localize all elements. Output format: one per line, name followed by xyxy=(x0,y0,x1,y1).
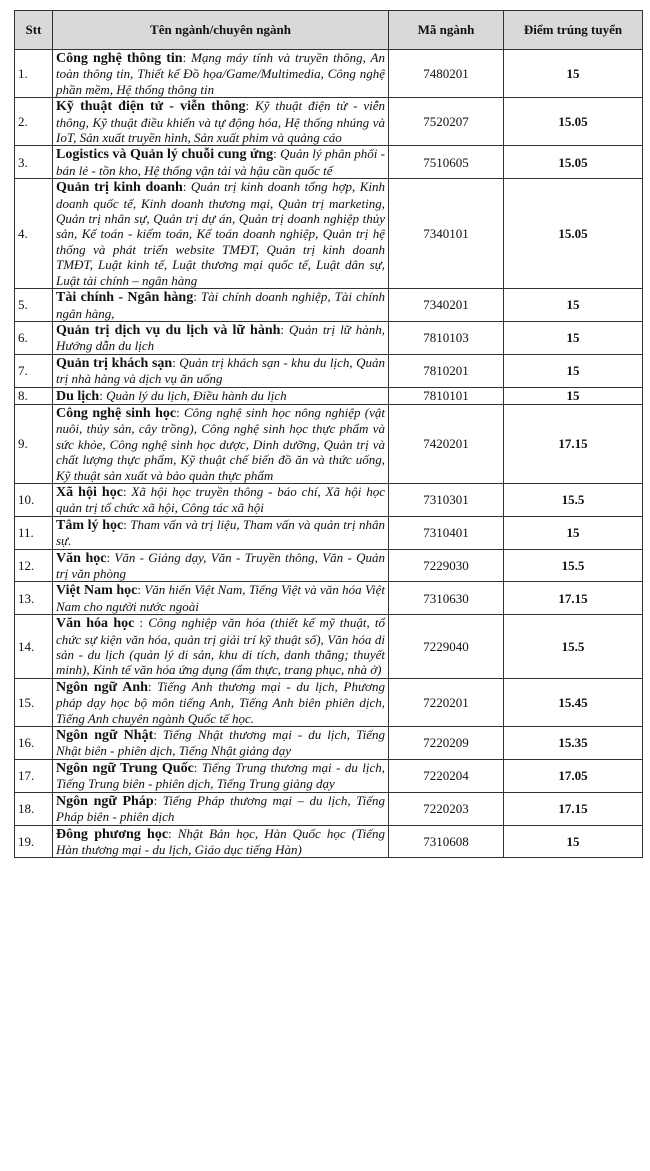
row-major-code: 7220201 xyxy=(389,678,504,726)
row-admission-score: 15 xyxy=(504,50,643,98)
row-separator: : xyxy=(134,615,149,631)
row-major-name: Du lịch xyxy=(56,388,100,404)
row-major-cell xyxy=(53,727,389,760)
row-major-code: 7310401 xyxy=(389,516,504,549)
row-specializations: Mạng máy tính và truyền thông, An toàn thông tin, Thiết kế Đồ họa/Game/Multimedia, Công nghệ phần mềm, Hệ thống thông tin xyxy=(56,50,385,97)
row-admission-score: 17.05 xyxy=(504,759,643,792)
row-major-code: 7229040 xyxy=(389,615,504,679)
row-major-name: Tài chính - Ngân hàng xyxy=(56,290,194,306)
row-separator: : xyxy=(182,179,191,195)
row-major-code: 7810201 xyxy=(389,354,504,387)
row-major-code: 7310630 xyxy=(389,582,504,615)
row-major-cell xyxy=(53,50,389,98)
row-stt: 12. xyxy=(15,549,53,582)
row-admission-score: 17.15 xyxy=(504,404,643,483)
row-major-code: 7340101 xyxy=(389,179,504,289)
row-specializations: Quản lý phân phối - bán lẻ - tồn kho, Hệ thống vận tải và hậu cần quốc tế xyxy=(56,146,385,178)
row-admission-score: 17.15 xyxy=(504,792,643,825)
row-major-cell xyxy=(53,404,389,483)
row-stt: 5. xyxy=(15,289,53,322)
row-major-name: Ngôn ngữ Pháp xyxy=(56,793,154,809)
row-stt: 1. xyxy=(15,50,53,98)
row-admission-score: 15 xyxy=(504,289,643,322)
row-specializations: Nhật Bản học, Hàn Quốc học (Tiếng Hàn thương mại - du lịch, Giáo dục tiếng Hàn) xyxy=(56,825,385,857)
row-major-cell xyxy=(53,615,389,679)
table-header-row xyxy=(15,11,643,50)
row-major-cell xyxy=(53,179,389,289)
row-major-name: Công nghệ thông tin xyxy=(56,51,183,66)
row-specializations: Tiếng Pháp thương mại – du lịch, Tiếng Pháp biên - phiên dịch xyxy=(56,792,385,825)
row-specializations: Quản trị kinh doanh tổng hợp, Kinh doanh quốc tế, Kinh doanh thương mại, Quản trị marketing, Quản trị nhân sự, Quản trị dự án, Quản trị doanh nghiệp thủy sản, Kế toán - kiểm toán, Kế toán doanh nghiệp, Quản trị hệ thống và phát triển website TMĐT, Quản trị kinh doanh TMĐT, Luật kinh tế, Luật thương mại quốc tế, Luật dân sự, Luật tài chính – ngân hàng xyxy=(56,179,385,288)
row-separator: : xyxy=(153,727,163,743)
table-row xyxy=(15,387,643,404)
row-major-name: Quản trị kinh doanh xyxy=(56,180,183,196)
row-stt: 4. xyxy=(15,179,53,289)
row-major-cell xyxy=(53,483,389,516)
row-admission-score: 15 xyxy=(504,387,643,404)
table-row xyxy=(15,179,643,289)
row-major-cell xyxy=(53,354,389,387)
row-stt: 6. xyxy=(15,321,53,354)
row-major-name: Công nghệ sinh học xyxy=(56,405,177,421)
row-admission-score: 15 xyxy=(504,516,643,549)
row-stt: 17. xyxy=(15,759,53,792)
row-major-cell xyxy=(53,516,389,549)
row-separator: : xyxy=(176,404,184,420)
row-major-code: 7420201 xyxy=(389,404,504,483)
table-row xyxy=(15,354,643,387)
row-admission-score: 15.5 xyxy=(504,549,643,582)
row-major-cell xyxy=(53,678,389,726)
row-specializations: Văn - Giảng dạy, Văn - Truyền thông, Văn - Quản trị văn phòng xyxy=(56,549,385,581)
row-major-name: Văn học xyxy=(56,550,107,566)
row-admission-score: 15.05 xyxy=(504,179,643,289)
row-separator: : xyxy=(99,387,107,403)
row-major-cell xyxy=(53,321,389,354)
table-row xyxy=(15,50,643,98)
row-separator: : xyxy=(182,50,192,65)
row-major-code: 7520207 xyxy=(389,98,504,146)
table-row xyxy=(15,483,643,516)
row-stt: 16. xyxy=(15,727,53,760)
table-row xyxy=(15,549,643,582)
row-major-name: Việt Nam học xyxy=(56,583,138,599)
row-specializations: Tiếng Nhật thương mại - du lịch, Tiếng Nhật biên - phiên dịch, Tiếng Nhật giảng dạy xyxy=(56,727,385,759)
table-row xyxy=(15,615,643,679)
row-separator: : xyxy=(280,321,289,337)
row-stt: 14. xyxy=(15,615,53,679)
row-stt: 18. xyxy=(15,792,53,825)
row-major-code: 7220209 xyxy=(389,727,504,760)
row-separator: : xyxy=(122,483,132,499)
row-major-code: 7480201 xyxy=(389,50,504,98)
row-stt: 3. xyxy=(15,146,53,179)
row-specializations: Quản lý du lịch, Điều hành du lịch xyxy=(106,387,287,403)
row-separator: : xyxy=(106,549,115,565)
row-specializations: Tiếng Anh thương mại - du lịch, Phương pháp dạy học bộ môn tiếng Anh, Tiếng Anh biên phiên dịch, Tiếng Anh chuyên ngành Quốc tế học. xyxy=(56,678,385,726)
row-major-name: Ngôn ngữ Trung Quốc xyxy=(56,760,194,776)
table-row xyxy=(15,582,643,615)
row-separator: : xyxy=(168,825,178,841)
row-major-cell xyxy=(53,98,389,146)
row-major-code: 7810101 xyxy=(389,387,504,404)
row-specializations: Văn hiến Việt Nam, Tiếng Việt và văn hóa Việt Nam cho người nước ngoài xyxy=(56,582,385,614)
row-separator: : xyxy=(137,582,145,598)
row-major-cell xyxy=(53,549,389,582)
row-admission-score: 17.15 xyxy=(504,582,643,615)
row-specializations: Kỹ thuật điện tử - viễn thông, Kỹ thuật điều khiển và tự động hóa, Hệ thống nhúng và IoT, Sản xuất truyền hình, Sản xuất phim và quảng cáo xyxy=(56,98,385,146)
row-specializations: Công nghệ sinh học nông nghiệp (vật nuôi, thủy sản, cây trồng), Công nghệ sinh học thực phẩm và sức khỏe, Công nghệ sinh học dược, Dinh dưỡng, Quản trị và chất lượng thực phẩm, Kỹ thuật chế biến đồ ăn và thức uống, Kỹ thuật sản xuất và bảo quản thực phẩm xyxy=(56,404,385,483)
row-separator: : xyxy=(245,98,256,114)
row-separator: : xyxy=(123,516,131,532)
header-major-code: Mã ngành xyxy=(389,11,504,50)
header-major-name: Tên ngành/chuyên ngành xyxy=(53,11,389,50)
row-major-name: Kỹ thuật điện tử - viễn thông xyxy=(56,99,246,115)
row-major-cell xyxy=(53,582,389,615)
row-stt: 19. xyxy=(15,825,53,858)
row-admission-score: 15 xyxy=(504,825,643,858)
row-admission-score: 15 xyxy=(504,321,643,354)
row-major-name: Tâm lý học xyxy=(56,517,124,533)
row-major-cell xyxy=(53,289,389,322)
table-row xyxy=(15,321,643,354)
row-admission-score: 15.35 xyxy=(504,727,643,760)
row-admission-score: 15.5 xyxy=(504,483,643,516)
row-admission-score: 15.5 xyxy=(504,615,643,679)
row-major-code: 7310608 xyxy=(389,825,504,858)
row-major-name: Quản trị dịch vụ du lịch và lữ hành xyxy=(56,322,281,338)
row-major-code: 7340201 xyxy=(389,289,504,322)
row-major-cell xyxy=(53,792,389,825)
table-row xyxy=(15,146,643,179)
row-admission-score: 15.05 xyxy=(504,146,643,179)
row-stt: 8. xyxy=(15,387,53,404)
row-major-cell xyxy=(53,387,389,404)
table-body xyxy=(15,50,643,858)
row-specializations: Quản trị lữ hành, Hướng dẫn du lịch xyxy=(56,321,385,354)
row-specializations: Xã hội học truyền thông - báo chí, Xã hội học quản trị tổ chức xã hội, Công tác xã hội xyxy=(56,483,385,516)
row-specializations: Tham vấn và trị liệu, Tham vấn và quản trị nhân sự. xyxy=(56,516,385,549)
table-row xyxy=(15,289,643,322)
table-row xyxy=(15,792,643,825)
row-major-code: 7510605 xyxy=(389,146,504,179)
row-major-name: Quản trị khách sạn xyxy=(56,355,173,371)
row-stt: 15. xyxy=(15,678,53,726)
table-row xyxy=(15,759,643,792)
row-major-name: Ngôn ngữ Anh xyxy=(56,679,148,695)
row-admission-score: 15 xyxy=(504,354,643,387)
header-stt: Stt xyxy=(15,11,53,50)
row-stt: 2. xyxy=(15,98,53,146)
row-specializations: Tài chính doanh nghiệp, Tài chính ngân hàng, xyxy=(56,289,385,321)
row-stt: 9. xyxy=(15,404,53,483)
row-major-name: Đông phương học xyxy=(56,826,169,842)
table-row xyxy=(15,516,643,549)
row-major-code: 7810103 xyxy=(389,321,504,354)
row-separator: : xyxy=(153,792,163,808)
row-major-name: Logistics và Quản lý chuỗi cung ứng xyxy=(56,147,274,163)
row-major-code: 7229030 xyxy=(389,549,504,582)
row-separator: : xyxy=(172,354,180,370)
row-major-cell xyxy=(53,146,389,179)
row-stt: 13. xyxy=(15,582,53,615)
row-stt: 7. xyxy=(15,354,53,387)
row-major-name: Ngôn ngữ Nhật xyxy=(56,728,154,744)
row-separator: : xyxy=(273,146,281,162)
row-admission-score: 15.45 xyxy=(504,678,643,726)
row-major-name: Xã hội học xyxy=(56,484,123,500)
row-specializations: Quản trị khách sạn - khu du lịch, Quản trị nhà hàng và dịch vụ ăn uống xyxy=(56,354,385,387)
row-major-code: 7220204 xyxy=(389,759,504,792)
table-row xyxy=(15,678,643,726)
row-separator: : xyxy=(193,759,202,775)
table-row xyxy=(15,825,643,858)
table-row xyxy=(15,404,643,483)
row-stt: 10. xyxy=(15,483,53,516)
row-major-code: 7220203 xyxy=(389,792,504,825)
row-major-cell xyxy=(53,759,389,792)
table-row xyxy=(15,727,643,760)
row-separator: : xyxy=(193,289,201,305)
row-specializations: Tiếng Trung thương mại - du lịch, Tiếng Trung biên - phiên dịch, Tiếng Trung giảng dạy xyxy=(56,759,385,792)
header-admission-score: Điểm trúng tuyển xyxy=(504,11,643,50)
row-admission-score: 15.05 xyxy=(504,98,643,146)
row-major-cell xyxy=(53,825,389,858)
row-major-name: Văn hóa học xyxy=(56,616,135,632)
row-separator: : xyxy=(147,678,158,694)
admission-score-table xyxy=(14,10,643,858)
row-specializations: Công nghiệp văn hóa (thiết kế mỹ thuật, tổ chức sự kiện văn hóa, quản trị giải trí kỹ thuật số), Văn hóa di sản - du lịch (quản lý di sản, khu di tích, danh thắng; thuyết minh), Kinh tế văn hóa ứng dụng (ẩm thực, trang phục, nhà ở) xyxy=(56,615,385,678)
table-row xyxy=(15,98,643,146)
row-stt: 11. xyxy=(15,516,53,549)
row-major-code: 7310301 xyxy=(389,483,504,516)
